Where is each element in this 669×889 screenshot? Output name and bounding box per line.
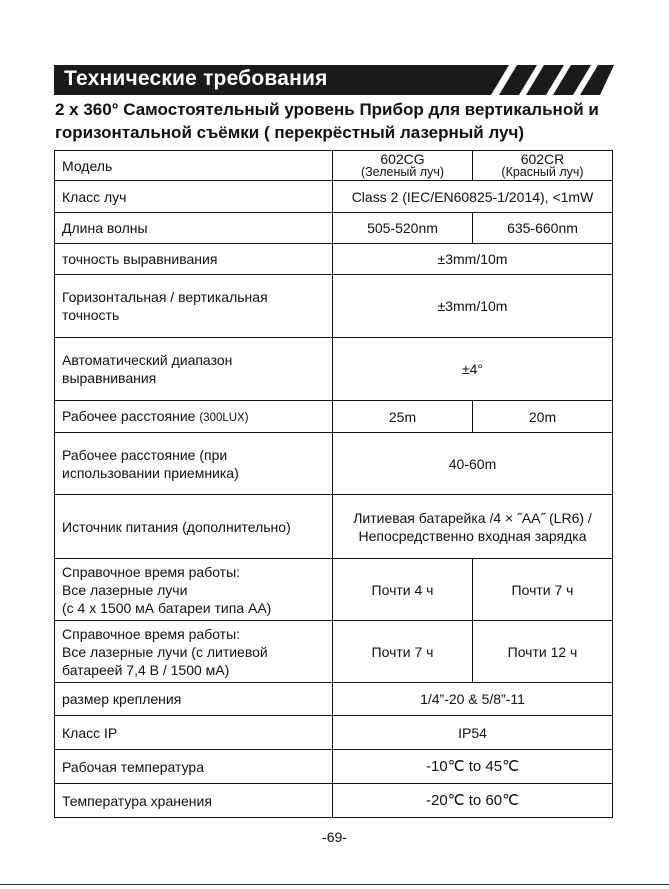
row-value: IP54	[333, 716, 613, 750]
table-row	[55, 784, 613, 818]
row-label-line: Горизонтальная / вертикальная	[62, 289, 268, 305]
row-label	[55, 338, 333, 401]
row-value: ±3mm/10m	[333, 275, 613, 338]
row-value-a: 505-520nm	[333, 213, 473, 244]
table-row	[55, 338, 613, 401]
row-label-line: Все лазерные лучи (с литиевой	[62, 643, 268, 660]
row-value-b: 20m	[473, 401, 613, 433]
row-value: ±3mm/10m	[333, 244, 613, 275]
row-value: 1/4”-20 & 5/8”-11	[333, 683, 613, 716]
model-a-cell	[333, 151, 473, 181]
row-label-line: выравнивания	[62, 370, 157, 386]
row-value: 40-60m	[333, 433, 613, 495]
row-label-note: (300LUX)	[199, 411, 249, 424]
table-row	[55, 559, 613, 621]
row-value-a: Почти 4 ч	[333, 559, 473, 621]
page-number: -69-	[322, 829, 347, 845]
row-label: Класс IP	[55, 716, 333, 750]
row-label-line: использовании приемника)	[62, 464, 239, 481]
row-value: -10℃ to 45℃	[333, 750, 613, 784]
row-label-line: Автоматический диапазон	[62, 352, 233, 368]
row-label-line: Справочное время работы:	[62, 625, 241, 642]
row-label-line: Все лазерные лучи	[62, 581, 188, 598]
row-label: Рабочая температура	[55, 750, 333, 784]
section-banner	[54, 65, 614, 95]
row-label: точность выравнивания	[55, 244, 333, 275]
subtitle-line-1: 2 х 360° Самостоятельный уровень Прибор для вертикальной и	[55, 100, 599, 119]
spec-table	[54, 150, 613, 818]
row-label: Длина волны	[55, 213, 333, 244]
table-row	[55, 621, 613, 683]
table-row	[55, 495, 613, 559]
row-label	[55, 401, 333, 433]
row-label: Класс луч	[55, 181, 333, 213]
model-a-name: 602CG	[380, 151, 425, 167]
row-label-line: точность	[62, 307, 120, 323]
page-bottom-divider	[0, 884, 669, 885]
row-label	[55, 275, 333, 338]
row-label-line: Справочное время работы:	[62, 563, 241, 580]
row-label: размер крепления	[55, 683, 333, 716]
row-value: Class 2 (IEC/EN60825-1/2014), <1mW	[333, 181, 613, 213]
model-b-cell	[473, 151, 613, 181]
subtitle-line-2: горизонтальной съёмки ( перекрёстный лазерный луч)	[55, 123, 525, 142]
banner-title: Технические требования	[64, 67, 328, 90]
row-value-b: Почти 12 ч	[473, 621, 613, 683]
row-label: Источник питания (дополнительно)	[55, 495, 333, 559]
row-value-line: Непосредственно входная зарядка	[358, 527, 587, 544]
label-model: Модель	[55, 151, 333, 181]
model-b-beam: (Красный луч)	[501, 165, 584, 179]
row-label-text: Рабочее расстояние	[62, 407, 200, 424]
table-row	[55, 401, 613, 433]
row-label-line: Рабочее расстояние (при	[62, 446, 228, 463]
row-label	[55, 433, 333, 495]
table-row	[55, 683, 613, 716]
row-label-line: батареей 7,4 В / 1500 мА)	[62, 661, 230, 678]
row-value-a: Почти 7 ч	[333, 621, 473, 683]
row-label-line: (с 4 x 1500 мА батареи типа АА)	[62, 599, 272, 616]
table-row-model	[55, 151, 613, 181]
model-a-beam: (Зеленый луч)	[360, 165, 445, 179]
table-row	[55, 750, 613, 784]
table-row	[55, 433, 613, 495]
row-label: Температура хранения	[55, 784, 333, 818]
row-value	[333, 495, 613, 559]
model-b-name: 602CR	[520, 151, 565, 167]
row-value-b: 635-660nm	[473, 213, 613, 244]
row-value-line: Литиевая батарейка /4 × ˝AA˝ (LR6) /	[353, 509, 592, 526]
row-label	[55, 559, 333, 621]
table-row	[55, 181, 613, 213]
row-value: ±4°	[333, 338, 613, 401]
row-value-b: Почти 7 ч	[473, 559, 613, 621]
row-value: -20℃ to 60℃	[333, 784, 613, 818]
row-label	[55, 621, 333, 683]
table-row	[55, 716, 613, 750]
table-row	[55, 244, 613, 275]
section-subtitle	[55, 98, 645, 144]
table-row	[55, 275, 613, 338]
row-value-a: 25m	[333, 401, 473, 433]
table-row	[55, 213, 613, 244]
